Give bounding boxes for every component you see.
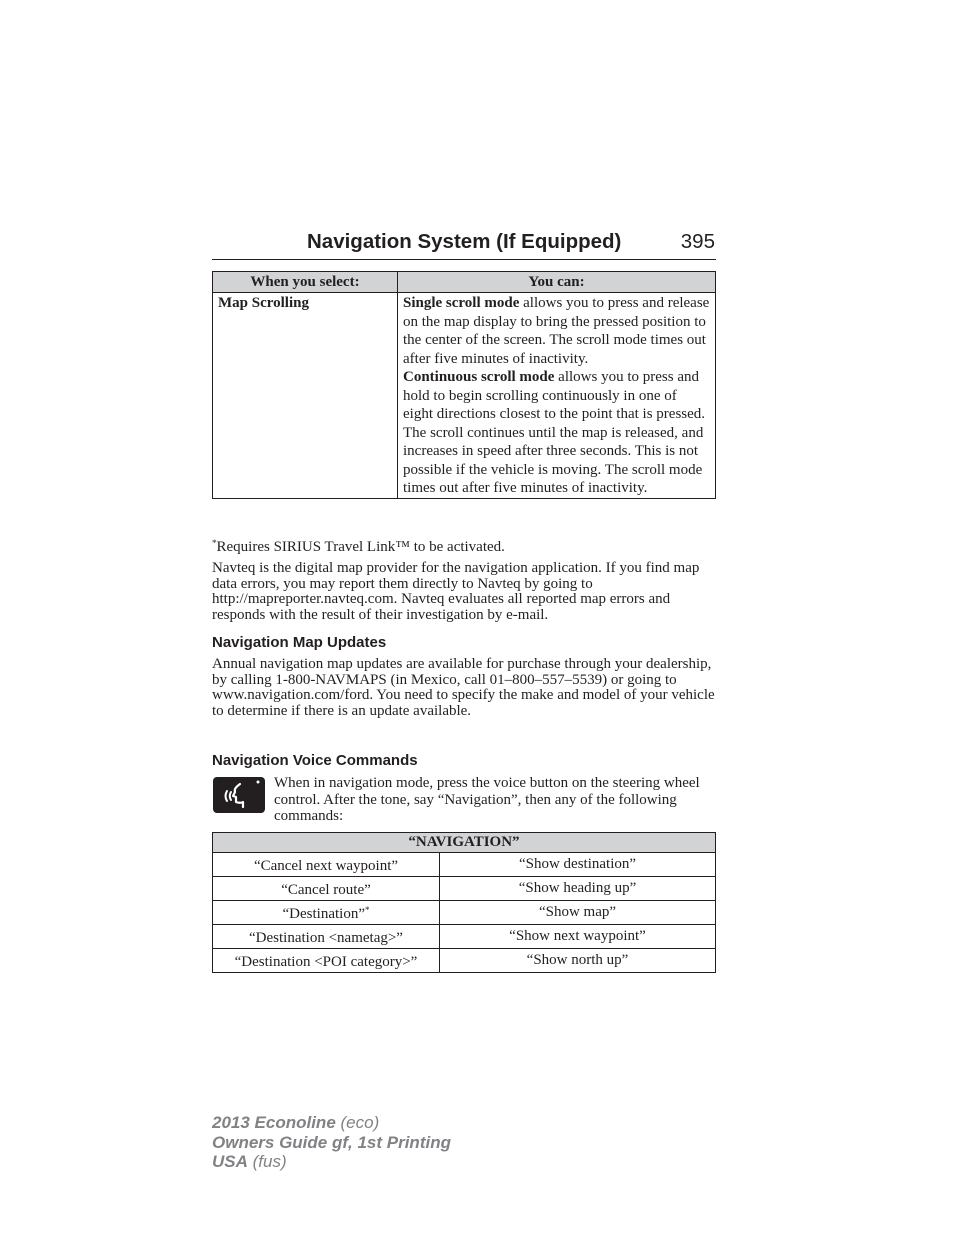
footer-region: USA: [212, 1152, 248, 1171]
command-cell-right: “Show destination”: [440, 853, 716, 877]
footer-line-region: [212, 1152, 451, 1172]
voice-button-icon: [213, 777, 265, 813]
commands-header-navigation: “NAVIGATION”: [213, 833, 716, 853]
column-header-you-can: You can:: [398, 272, 716, 293]
table-row: [213, 877, 716, 901]
voice-commands-heading: Navigation Voice Commands: [212, 752, 418, 769]
table-row: [213, 853, 716, 877]
command-cell-left: [213, 925, 440, 949]
footer-model: 2013 Econoline: [212, 1113, 336, 1132]
command-cell-right: “Show map”: [440, 901, 716, 925]
single-scroll-mode-term: Single scroll mode: [403, 295, 520, 311]
navigation-commands-table: [212, 832, 716, 973]
table-row: [213, 901, 716, 925]
table-row: [213, 949, 716, 973]
table-row: [213, 925, 716, 949]
command-cell-left: [213, 853, 440, 877]
voice-commands-intro: When in navigation mode, press the voice button on the steering wheel control. After the tone, say “Navigation”, then any of the following commands:: [274, 775, 700, 824]
table-header-row: [213, 272, 716, 293]
page-number: 395: [680, 230, 715, 253]
page-header: [212, 229, 716, 260]
continuous-scroll-mode-term: Continuous scroll mode: [403, 369, 555, 385]
page-footer: [212, 1113, 451, 1172]
footnote-text: Requires SIRIUS Travel Link™ to be activated.: [216, 539, 505, 555]
command-cell-left: [213, 901, 440, 925]
footer-line-model: [212, 1113, 451, 1133]
single-scroll-mode-text: [403, 294, 710, 368]
command-text: “Cancel next waypoint”: [253, 858, 399, 874]
map-updates-paragraph: Annual navigation map updates are available for purchase through your dealership, by calling 1-800-NAVMAPS (in Mexico, call 01–800–557–5539) or going to www.navigation.com/ford. You need to specify the make and model of your vehicle to determine if there is an update available.: [212, 656, 715, 719]
commands-header-row: [213, 833, 716, 853]
command-cell-left: [213, 949, 440, 973]
footer-model-code: (eco): [335, 1113, 380, 1132]
command-cell-right: “Show north up”: [440, 949, 716, 973]
footer-region-code: (fus): [247, 1152, 287, 1171]
footnote: [212, 538, 505, 556]
map-updates-heading: Navigation Map Updates: [212, 634, 387, 651]
continuous-scroll-mode-text: [403, 368, 710, 498]
command-cell-right: “Show next waypoint”: [440, 925, 716, 949]
single-scroll-mode-description: allows you to press and release on the map display to bring the pressed position to the center of the screen. The scroll mode times out after five minutes of inactivity.: [403, 295, 710, 367]
command-cell-right: “Show heading up”: [440, 877, 716, 901]
table-row: [213, 293, 716, 499]
column-header-when-you-select: When you select:: [213, 272, 398, 293]
footnote-marker: *: [212, 538, 217, 548]
command-text: “Destination”: [282, 906, 365, 922]
footer-guide: Owners Guide gf, 1st Printing: [212, 1132, 451, 1152]
command-text: “Destination <POI category>”: [234, 954, 418, 970]
voice-face-icon-graphic: [213, 777, 265, 813]
command-text: “Destination <nametag>”: [249, 930, 403, 946]
row-label-map-scrolling: Map Scrolling: [213, 293, 398, 499]
map-scrolling-description: [398, 293, 716, 499]
command-footnote-marker: *: [364, 905, 370, 915]
command-cell-left: [213, 877, 440, 901]
footer-line-guide: [212, 1133, 451, 1153]
continuous-scroll-mode-description: allows you to press and hold to begin scrolling continuously in one of eight directions closest to the point that is pressed. The scroll continues until the map is released, and increases in speed after three seconds. This is not possible if the vehicle is moving. The scroll mode times out after five minutes of inactivity.: [403, 369, 706, 496]
map-scrolling-table: [212, 271, 716, 499]
navteq-paragraph: Navteq is the digital map provider for the navigation application. If you find map data errors, you may report them directly to Navteq by going to http://mapreporter.navteq.com. Navteq evaluates all reported map errors and responds with the result of their investigation by e-mail.: [212, 560, 700, 623]
command-text: “Cancel route”: [281, 882, 371, 898]
page-title: Navigation System (If Equipped): [307, 230, 622, 253]
